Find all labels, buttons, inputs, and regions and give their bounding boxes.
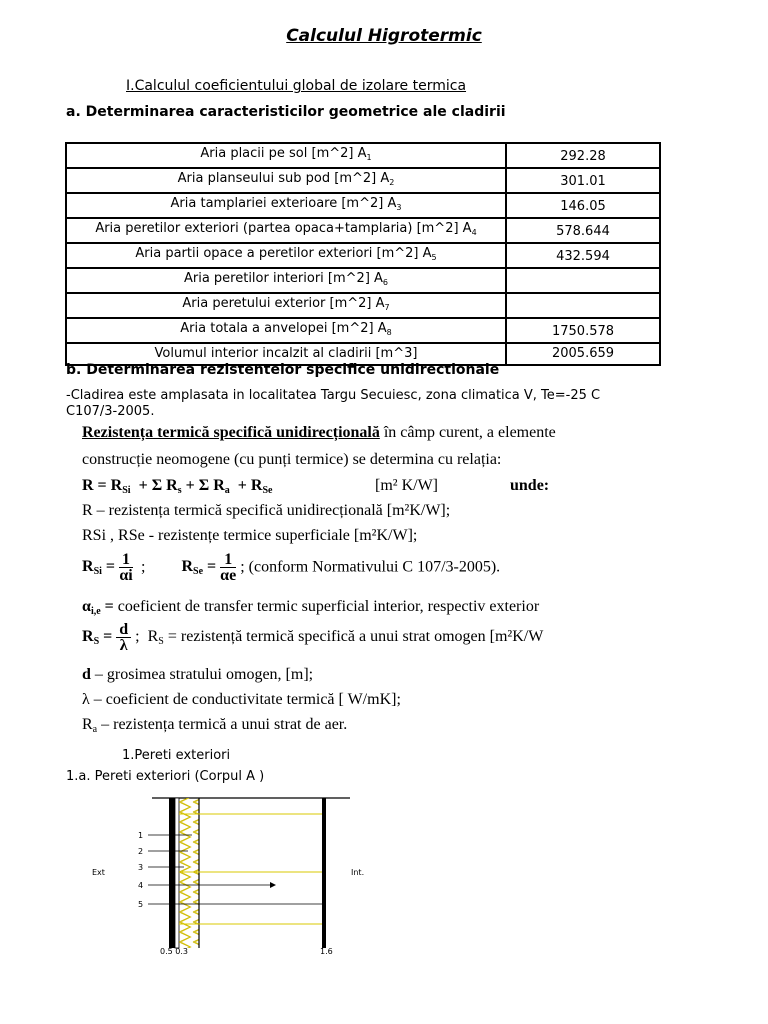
table-row xyxy=(66,193,660,218)
geometry-table xyxy=(65,142,661,366)
section-heading-a: a. Determinarea caracteristicilor geometrice ale cladirii xyxy=(66,104,506,120)
rsi-rse-formulas: $R_{Si}$ = $\frac{1}{\alpha i}$ ; $R_{Se}$ = $\frac{1}{\alpha e}$ ; (conform Normativului C 107/3-2005). xyxy=(82,551,501,584)
formula-intro-rest: în câmp curent, a elemente xyxy=(379,424,556,441)
table-cell-value: 1750.578 xyxy=(506,318,660,343)
main-formula-units: [m² K/W] xyxy=(375,477,438,494)
table-row xyxy=(66,168,660,193)
rs-fraction: $\frac{d}{\lambda}$ xyxy=(116,622,131,653)
layer-label: 3 xyxy=(138,863,144,872)
rsi-fraction: $\frac{1}{\alpha i}$ xyxy=(119,551,133,584)
yellow-joint-lines xyxy=(179,814,322,924)
location-text-line2: C107/3-2005. xyxy=(66,404,155,419)
exterior-plaster-layer xyxy=(169,798,175,948)
table-cell-value: 2005.659 xyxy=(506,343,660,365)
table-cell-value: 292.28 xyxy=(506,143,660,168)
rse-fraction: $\frac{1}{\alpha e}$ xyxy=(220,551,237,584)
table-row xyxy=(66,318,660,343)
rs-formula: $R_S$ = $\frac{d}{\lambda}$ ; $R_S$ = rezistență termică specifică a unui strat omogen [m²K/W xyxy=(82,621,544,654)
table-row xyxy=(66,243,660,268)
table-row xyxy=(66,293,660,318)
formula-intro-line2: construcție neomogene (cu punți termice) se determina cu relația: xyxy=(82,451,502,468)
table-row xyxy=(66,218,660,243)
table-cell-value: 146.05 xyxy=(506,193,660,218)
table-cell-label: Aria partii opace a peretilor exteriori [m^2] $A_5$ xyxy=(66,243,506,268)
layer-label: 5 xyxy=(138,900,144,909)
section-heading-1: I.Calculul coeficientului global de izolare termica xyxy=(126,78,467,94)
main-formula: $R = R_{Si} + \Sigma$ $R_s + \Sigma$ $R_a + R_{Se}$ xyxy=(82,477,273,496)
table-row xyxy=(66,143,660,168)
definition-lambda: λ – coeficient de conductivitate termică [ W/mK]; xyxy=(82,691,401,708)
section-heading-b: b. Determinarea rezistentelor specifice unidirectionale xyxy=(66,362,500,378)
table-cell-label: Aria totala a anvelopei [m^2] $A_8$ xyxy=(66,318,506,343)
table-cell-label: Aria planseului sub pod [m^2] $A_2$ xyxy=(66,168,506,193)
table-row xyxy=(66,268,660,293)
definition-r: R – rezistența termică specifică unidirecțională [m²K/W]; xyxy=(82,502,451,519)
table-cell-value: 578.644 xyxy=(506,218,660,243)
definition-rsi-rse: RSi , RSe - rezistențe termice superficiale [m²K/W]; xyxy=(82,527,418,544)
wall-diagram xyxy=(80,792,380,954)
definition-ra: $R_a$ – rezistența termică a unui strat de aer. xyxy=(82,716,348,735)
table-cell-value xyxy=(506,268,660,293)
subsection-heading-1: 1.Pereti exteriori xyxy=(122,748,231,763)
table-cell-value: 301.01 xyxy=(506,168,660,193)
layer-label: 4 xyxy=(138,881,144,890)
table-cell-label: Aria tamplariei exterioare [m^2] $A_3$ xyxy=(66,193,506,218)
dimension-label-left: 0.5 0.3 xyxy=(160,947,188,954)
definition-alpha: $\alpha_{i,e}$ = coeficient de transfer termic superficial interior, respectiv exterior xyxy=(82,598,540,617)
layer-label: 1 xyxy=(138,831,144,840)
formula-intro-bold: Rezistența termică specifică unidirecțională xyxy=(82,424,380,441)
table-cell-value: 432.594 xyxy=(506,243,660,268)
subsection-heading-1a: 1.a. Pereti exteriori (Corpul A ) xyxy=(66,769,265,784)
definition-d: d – grosimea stratului omogen, [m]; xyxy=(82,666,314,683)
page-title: Calculul Higrotermic xyxy=(286,26,482,46)
table-cell-value xyxy=(506,293,660,318)
table-cell-label: Aria peretilor interiori [m^2] $A_6$ xyxy=(66,268,506,293)
dimension-label-right: 1.6 xyxy=(320,947,333,954)
insulation-layer xyxy=(179,798,199,948)
formula-intro xyxy=(82,424,556,442)
table-cell-label: Aria peretului exterior [m^2] $A_7$ xyxy=(66,293,506,318)
table-cell-label: Volumul interior incalzit al cladirii [m^3] xyxy=(66,343,506,365)
table-cell-label: Aria peretilor exteriori (partea opaca+tamplaria) [m^2] $A_4$ xyxy=(66,218,506,243)
layer-label: 2 xyxy=(138,847,144,856)
adhesive-layer xyxy=(175,798,179,948)
interior-label: Int. xyxy=(351,868,365,877)
unde-label: unde: xyxy=(510,477,550,494)
table-cell-label: Aria placii pe sol [m^2] $A_1$ xyxy=(66,143,506,168)
interior-plaster-layer xyxy=(322,798,326,948)
exterior-label: Ext xyxy=(92,868,105,877)
location-text-line1: -Cladirea este amplasata in localitatea Targu Secuiesc, zona climatica V, Te=-25 C xyxy=(66,388,601,403)
